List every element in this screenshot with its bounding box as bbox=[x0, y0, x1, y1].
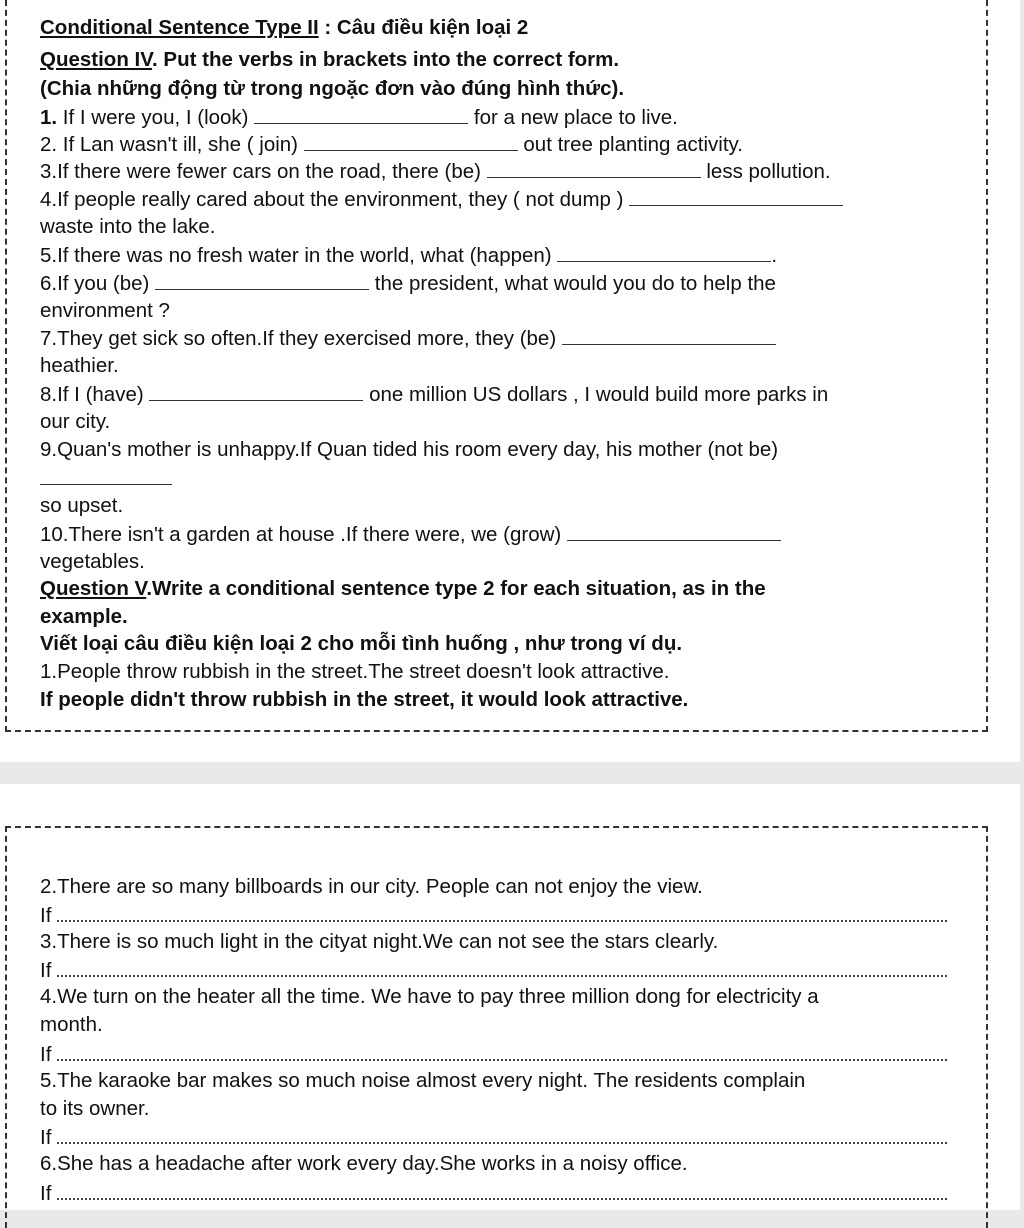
situation-5: 5.The karaoke bar makes so much noise almost every night. The residents complain bbox=[40, 1069, 806, 1092]
page-heading: Conditional Sentence Type II : Câu điều kiện loại 2 bbox=[40, 16, 529, 39]
answer-dotted-line[interactable] bbox=[57, 902, 947, 922]
answer-line-6: If bbox=[40, 1180, 947, 1206]
exercise-item-4-cont: waste into the lake. bbox=[40, 215, 216, 238]
answer-dotted-line[interactable] bbox=[57, 957, 947, 977]
answer-dotted-line[interactable] bbox=[57, 1124, 947, 1144]
example-answer: If people didn't throw rubbish in the street, it would look attractive. bbox=[40, 688, 689, 711]
exercise-item-9: 9.Quan's mother is unhappy.If Quan tided his room every day, his mother (not be) bbox=[40, 438, 779, 461]
answer-line-5: If bbox=[40, 1124, 947, 1150]
question-v-translation: Viết loại câu điều kiện loại 2 cho mỗi tình huống , như trong ví dụ. bbox=[40, 632, 683, 655]
worksheet-page-2 bbox=[0, 784, 1020, 1210]
exercise-item-1: 1. If I were you, I (look) for a new place to live. bbox=[40, 106, 678, 129]
example-situation: 1.People throw rubbish in the street.The street doesn't look attractive. bbox=[40, 660, 670, 683]
exercise-item-5: 5.If there was no fresh water in the world, what (happen) . bbox=[40, 244, 778, 267]
answer-line-3: If bbox=[40, 957, 947, 983]
answer-blank[interactable] bbox=[629, 187, 843, 206]
answer-blank[interactable] bbox=[487, 159, 701, 178]
exercise-item-9-blank bbox=[40, 466, 172, 491]
exercise-item-7-cont: heathier. bbox=[40, 354, 119, 377]
answer-blank[interactable] bbox=[562, 326, 776, 345]
exercise-item-3: 3.If there were fewer cars on the road, there (be) less pollution. bbox=[40, 160, 831, 183]
situation-3: 3.There is so much light in the cityat night.We can not see the stars clearly. bbox=[40, 930, 719, 953]
exercise-item-2: 2. If Lan wasn't ill, she ( join) out tree planting activity. bbox=[40, 133, 743, 156]
exercise-item-7: 7.They get sick so often.If they exercised more, they (be) bbox=[40, 326, 776, 351]
answer-line-2: If bbox=[40, 902, 947, 928]
answer-dotted-line[interactable] bbox=[57, 1180, 947, 1200]
exercise-item-9-cont: so upset. bbox=[40, 494, 124, 517]
answer-line-4: If bbox=[40, 1041, 947, 1067]
answer-blank[interactable] bbox=[40, 466, 172, 485]
question-iv-title: Question IV. Put the verbs in brackets into the correct form. bbox=[40, 48, 620, 71]
answer-dotted-line[interactable] bbox=[57, 1041, 947, 1061]
exercise-item-4: 4.If people really cared about the environment, they ( not dump ) bbox=[40, 187, 843, 212]
question-v-title: Question V.Write a conditional sentence type 2 for each situation, as in the bbox=[40, 577, 766, 600]
exercise-item-8-cont: our city. bbox=[40, 410, 111, 433]
answer-blank[interactable] bbox=[567, 522, 781, 541]
exercise-item-6: 6.If you (be) the president, what would you do to help the bbox=[40, 272, 776, 295]
exercise-item-10: 10.There isn't a garden at house .If there were, we (grow) bbox=[40, 522, 781, 547]
question-iv-translation: (Chia những động từ trong ngoặc đơn vào đúng hình thức). bbox=[40, 77, 625, 100]
question-v-title-cont: example. bbox=[40, 605, 128, 628]
situation-6: 6.She has a headache after work every day.She works in a noisy office. bbox=[40, 1152, 688, 1175]
answer-blank[interactable] bbox=[149, 382, 363, 401]
answer-blank[interactable] bbox=[557, 243, 771, 262]
answer-blank[interactable] bbox=[155, 271, 369, 290]
exercise-item-8: 8.If I (have) one million US dollars , I would build more parks in bbox=[40, 383, 829, 406]
situation-2: 2.There are so many billboards in our city. People can not enjoy the view. bbox=[40, 875, 703, 898]
situation-4-cont: month. bbox=[40, 1013, 103, 1036]
exercise-item-6-cont: environment ? bbox=[40, 299, 170, 322]
situation-4: 4.We turn on the heater all the time. We have to pay three million dong for electricity a bbox=[40, 985, 819, 1008]
situation-5-cont: to its owner. bbox=[40, 1097, 150, 1120]
exercise-item-10-cont: vegetables. bbox=[40, 550, 145, 573]
answer-blank[interactable] bbox=[254, 105, 468, 124]
answer-blank[interactable] bbox=[304, 132, 518, 151]
